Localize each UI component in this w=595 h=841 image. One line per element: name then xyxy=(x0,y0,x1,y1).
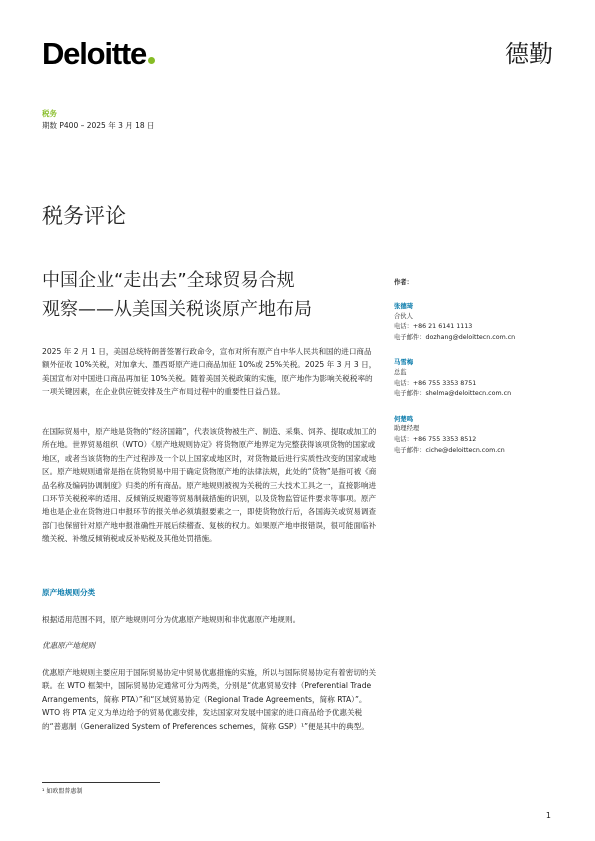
page-number: 1 xyxy=(545,811,551,820)
article-title-line-2: 观察——从美国关税谈原产地布局 xyxy=(42,299,312,320)
contact-role: 合伙人 xyxy=(394,312,413,320)
issue-info: 期数 P400 – 2025 年 3 月 18 日 xyxy=(42,121,155,130)
subheading-preferential: 优惠原产地规则 xyxy=(42,641,96,650)
contact-email[interactable]: 电子邮件：shelma@deloittecn.com.cn xyxy=(394,390,512,398)
logo-text: Deloitte xyxy=(42,36,147,71)
paragraph-3-text: 根据适用范围不同，原产地规则可分为优惠原产地规则和非优惠原产地规则。 xyxy=(42,615,301,624)
contact-card xyxy=(394,357,564,399)
contact-role: 助理经理 xyxy=(394,425,420,433)
footnote: ¹ 如欧盟普惠制 xyxy=(42,788,83,795)
contact-role: 总监 xyxy=(394,368,407,376)
deloitte-logo xyxy=(42,38,155,69)
logo-dot xyxy=(148,57,155,64)
contact-name: 何楚鸣 xyxy=(394,414,414,423)
contact-card xyxy=(394,414,564,456)
contact-name: 马雪梅 xyxy=(394,358,414,367)
paragraph-1-text: 2025 年 2 月 1 日，美国总统特朗普签署行政命令，宣布对所有原产自中华人民共和国的进口商品额外征收 10%关税，对加拿大、墨西哥原产进口商品加征 10%或 25%关税。2025 年 3 月 3 日，美国宣布对中国进口商品再加征 10%关税。随着美国关税政策的实施，原产地作为影响关税税率的一项关键因素，在企业供应链安排及生产布局过程中的重要性日益凸显。 xyxy=(42,347,377,397)
subheading-origin-rules: 原产地规则分类 xyxy=(42,588,96,597)
paragraph-1 xyxy=(42,345,377,399)
paragraph-2 xyxy=(42,425,377,546)
paragraph-4-text: 优惠原产地规则主要应用于国际贸易协定中贸易优惠措施的实施，所以与国际贸易协定有着密切的关联。在 WTO 框架中，国际贸易协定通常可分为两类，分别是“优惠贸易安排（Preferential Trade Arrangements，简称 PTA）”和“区域贸易协定（Regional Trade Agreements，简称 RTA）”。WTO 将 PTA 定义为单边给予的贸易优惠安排，发达国家对发展中国家的进口商品给予优惠关税的“普惠制（Generalized System of Preferences schemes，简称 GSP）¹”便是其中的典型。 xyxy=(42,668,377,731)
contact-phone: 电话：+86 21 6141 1113 xyxy=(394,323,473,331)
cn-brand-logo: 德勤 xyxy=(505,40,553,68)
author-sidebar xyxy=(394,280,564,286)
author-label: 作者： xyxy=(394,279,413,286)
paragraph-2-text: 在国际贸易中，原产地是货物的“经济国籍”，代表该货物被生产、制造、采集、饲养、提取或加工的所在地。世界贸易组织（WTO）《原产地规则协定》将货物原产地界定为完整获得该项货物的国家或地区，或者当该货物的生产过程涉及一个以上国家或地区时，对货物最后进行实质性改变的国家或地区。原产地规则通常是指在货物贸易中用于确定货物原产地的法律法规，此处的“货物”是指可被《商品名称及编码协调制度》归类的所有商品。原产地规则被视为关税的三大技术工具之一，直接影响进口环节关税税率的适用、反倾销反规避等贸易制裁措施的识别，以及货物监管证件要求等事项。原产地也是企业在货物进口申报环节的报关单必须填报要素之一，即使货物放行后，各国海关或贸易调查部门也保留针对原产地申报准确性开展后续稽查、复核的权力。如果原产地申报错误，很可能面临补缴关税、补缴反倾销税或反补贴税及其他处罚措施。 xyxy=(42,427,377,544)
footnote-divider xyxy=(42,782,160,783)
paragraph-4 xyxy=(42,666,377,733)
paragraph-3 xyxy=(42,613,377,626)
article-title xyxy=(42,266,372,324)
author-list xyxy=(394,301,564,470)
contact-name: 张德琦 xyxy=(394,302,414,310)
contact-email[interactable]: 电子邮件：ciche@deloittecn.com.cn xyxy=(394,446,505,454)
section-title: 税务评论 xyxy=(42,204,126,228)
contact-email[interactable]: 电子邮件：dozhang@deloittecn.com.cn xyxy=(394,333,516,341)
contact-phone: 电话：+86 755 3353 8751 xyxy=(394,379,477,387)
article-title-line-1: 中国企业“走出去”全球贸易合规 xyxy=(42,270,295,291)
contact-card xyxy=(394,301,564,343)
series-label: 税务 xyxy=(42,109,57,118)
contact-phone: 电话：+86 755 3353 8512 xyxy=(394,435,477,443)
